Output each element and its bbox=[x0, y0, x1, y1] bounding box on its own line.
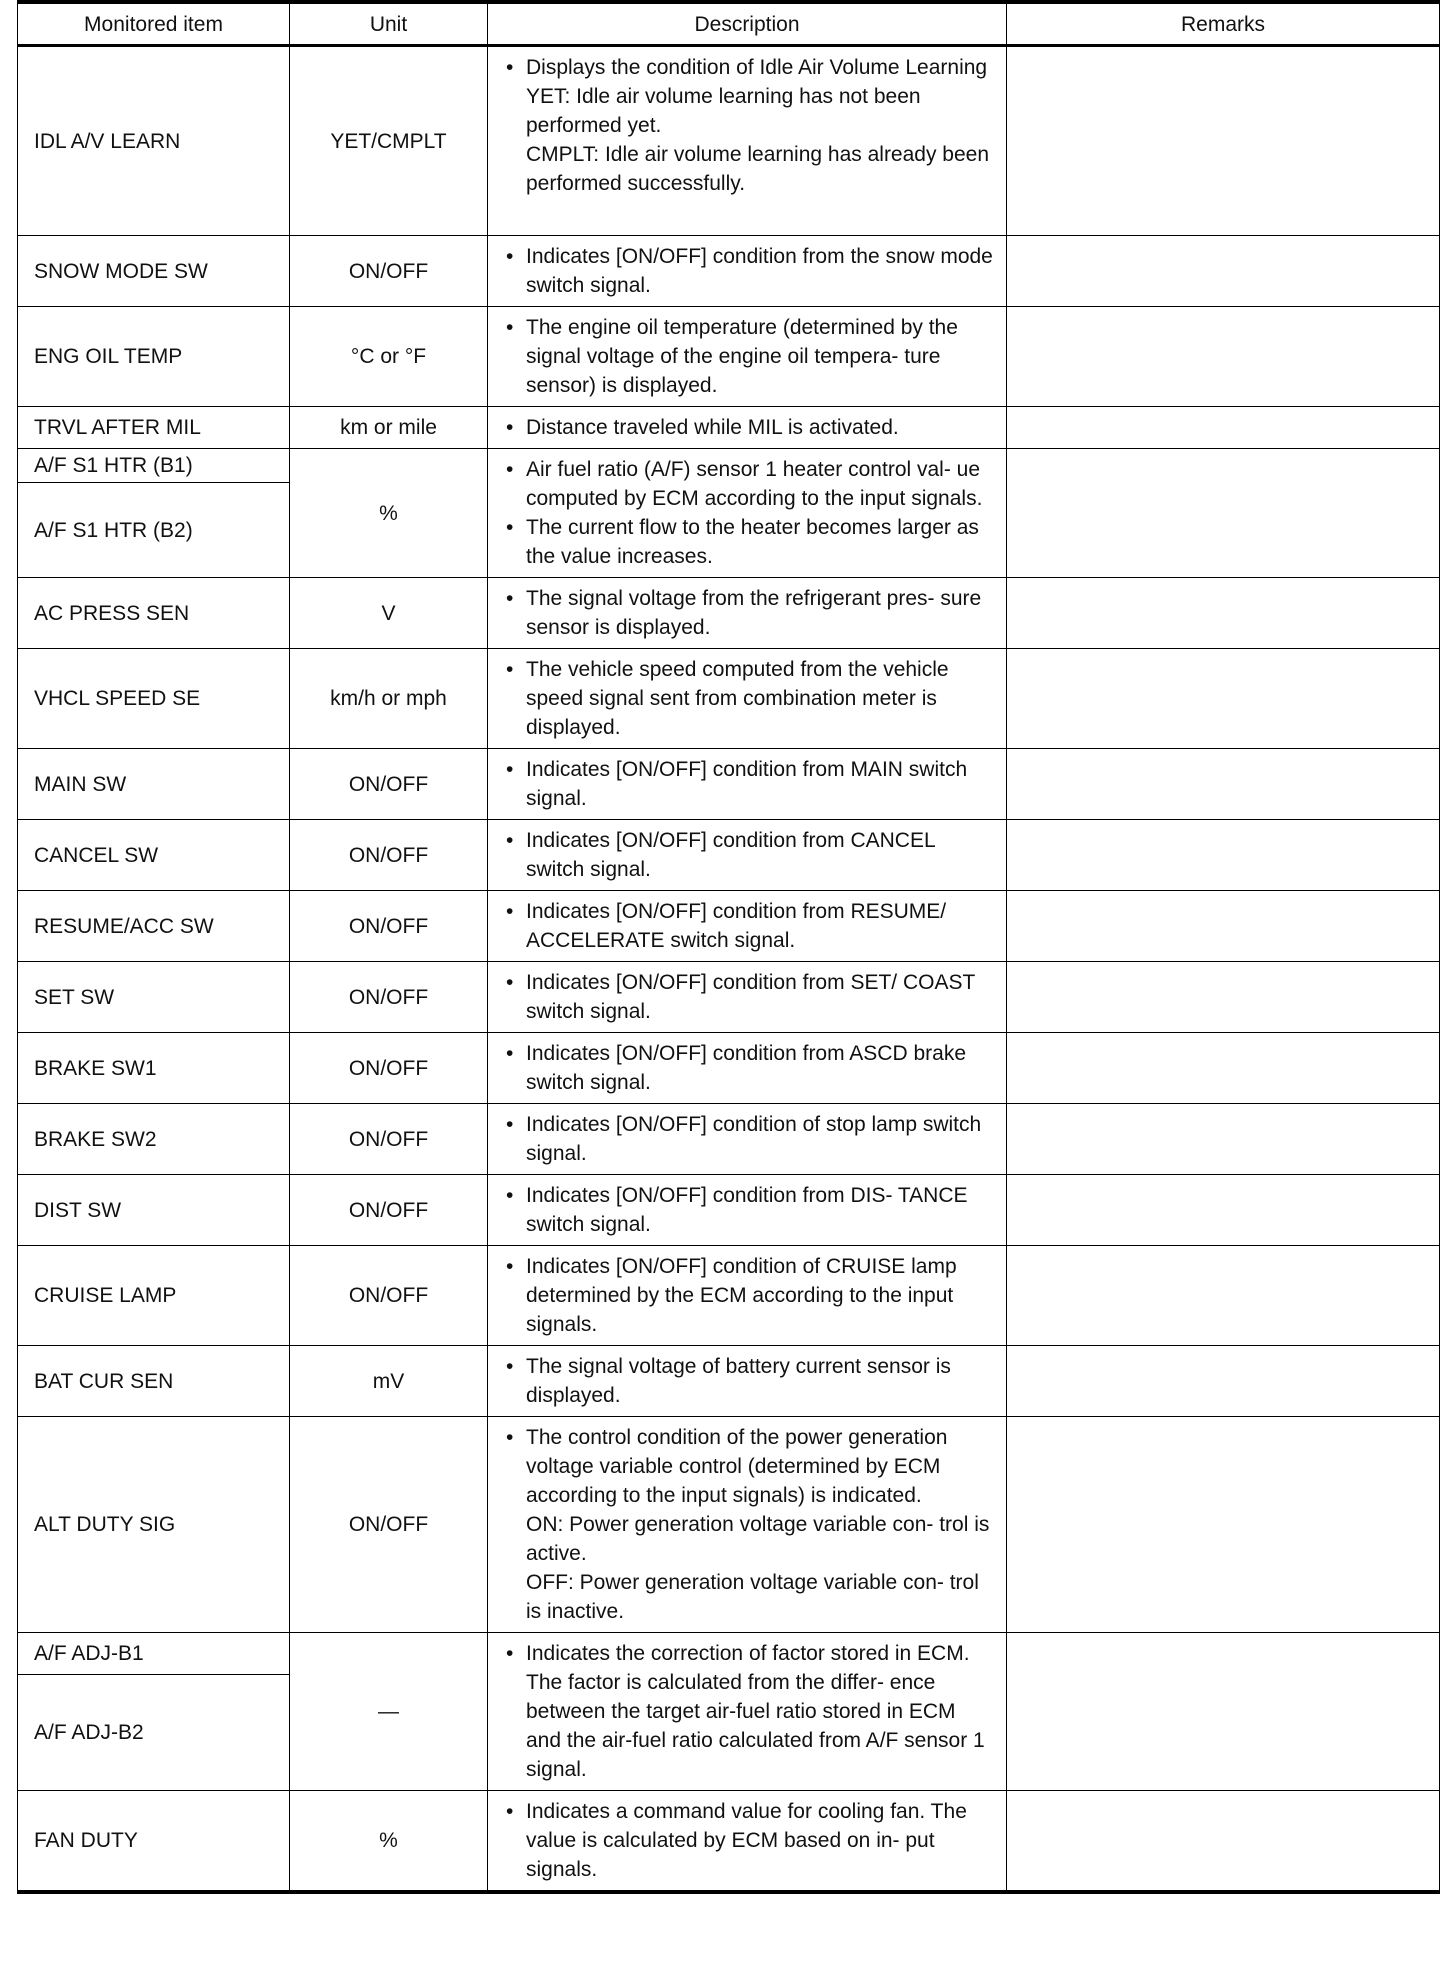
table-row bbox=[18, 449, 1440, 483]
remarks-cell bbox=[1007, 1633, 1440, 1791]
description-cell bbox=[488, 1633, 1007, 1791]
monitored-item-cell: BRAKE SW2 bbox=[18, 1104, 290, 1175]
description-cell bbox=[488, 46, 1007, 236]
unit-cell: ON/OFF bbox=[290, 1033, 488, 1104]
description-bullet: • The control condition of the power generation voltage variable control (determined by ECM according to the input signals) is indicated. bbox=[504, 1423, 996, 1510]
unit-cell: — bbox=[290, 1633, 488, 1791]
unit-cell: ON/OFF bbox=[290, 1246, 488, 1346]
table-row bbox=[18, 1033, 1440, 1104]
table-row bbox=[18, 891, 1440, 962]
description-cell bbox=[488, 1175, 1007, 1246]
remarks-cell bbox=[1007, 1246, 1440, 1346]
monitored-item-cell: CANCEL SW bbox=[18, 820, 290, 891]
description-bullets bbox=[504, 1039, 996, 1097]
monitored-item-cell: AC PRESS SEN bbox=[18, 578, 290, 649]
remarks-cell bbox=[1007, 1791, 1440, 1893]
table-row bbox=[18, 1791, 1440, 1893]
description-cell bbox=[488, 749, 1007, 820]
unit-cell: ON/OFF bbox=[290, 749, 488, 820]
description-bullet: • Air fuel ratio (A/F) sensor 1 heater control val- ue computed by ECM according to the input signals. bbox=[504, 455, 996, 513]
unit-cell: ON/OFF bbox=[290, 820, 488, 891]
unit-cell: °C or °F bbox=[290, 307, 488, 407]
unit-cell: ON/OFF bbox=[290, 1175, 488, 1246]
monitored-item-cell: BAT CUR SEN bbox=[18, 1346, 290, 1417]
description-note: YET: Idle air volume learning has not been performed yet. bbox=[526, 85, 921, 137]
description-cell bbox=[488, 1346, 1007, 1417]
header-unit: Unit bbox=[290, 2, 488, 46]
monitored-item-cell: CRUISE LAMP bbox=[18, 1246, 290, 1346]
description-bullet: • Indicates [ON/OFF] condition from SET/ COAST switch signal. bbox=[504, 968, 996, 1026]
description-bullet: • The signal voltage from the refrigerant pres- sure sensor is displayed. bbox=[504, 584, 996, 642]
header-description: Description bbox=[488, 2, 1007, 46]
description-bullets bbox=[504, 584, 996, 642]
description-bullets bbox=[504, 968, 996, 1026]
description-bullet: • Indicates [ON/OFF] condition from DIS- TANCE switch signal. bbox=[504, 1181, 996, 1239]
description-bullet: • The vehicle speed computed from the vehicle speed signal sent from combination meter is displayed. bbox=[504, 655, 996, 742]
monitored-item-cell: A/F ADJ-B2 bbox=[18, 1674, 290, 1790]
unit-cell: km or mile bbox=[290, 407, 488, 449]
description-bullet: • The signal voltage of battery current sensor is displayed. bbox=[504, 1352, 996, 1410]
description-bullets bbox=[504, 826, 996, 884]
monitored-item-cell: RESUME/ACC SW bbox=[18, 891, 290, 962]
description-bullets bbox=[504, 1252, 996, 1339]
monitored-item-cell: DIST SW bbox=[18, 1175, 290, 1246]
unit-cell: ON/OFF bbox=[290, 1104, 488, 1175]
description-bullet: • Indicates [ON/OFF] condition from the snow mode switch signal. bbox=[504, 242, 996, 300]
description-bullets bbox=[504, 1352, 996, 1410]
monitored-item-cell: MAIN SW bbox=[18, 749, 290, 820]
description-bullets bbox=[504, 755, 996, 813]
remarks-cell bbox=[1007, 962, 1440, 1033]
table-header-row bbox=[18, 2, 1440, 46]
description-bullet: • Indicates a command value for cooling fan. The value is calculated by ECM based on in- put signals. bbox=[504, 1797, 996, 1884]
description-bullets bbox=[504, 1639, 996, 1784]
monitored-item-cell: IDL A/V LEARN bbox=[18, 46, 290, 236]
description-cell bbox=[488, 820, 1007, 891]
monitored-item-cell: ENG OIL TEMP bbox=[18, 307, 290, 407]
unit-cell: km/h or mph bbox=[290, 649, 488, 749]
remarks-cell bbox=[1007, 820, 1440, 891]
description-bullet: • Displays the condition of Idle Air Volume Learning bbox=[504, 53, 996, 82]
description-bullet: • Indicates [ON/OFF] condition from RESUME/ ACCELERATE switch signal. bbox=[504, 897, 996, 955]
header-monitored-item: Monitored item bbox=[18, 2, 290, 46]
monitored-item-cell: A/F S1 HTR (B2) bbox=[18, 483, 290, 578]
description-bullets bbox=[504, 242, 996, 300]
description-bullets bbox=[504, 313, 996, 400]
table-row bbox=[18, 1246, 1440, 1346]
remarks-cell bbox=[1007, 1346, 1440, 1417]
remarks-cell bbox=[1007, 407, 1440, 449]
table-row bbox=[18, 578, 1440, 649]
remarks-cell bbox=[1007, 1175, 1440, 1246]
description-cell bbox=[488, 578, 1007, 649]
monitored-item-cell: FAN DUTY bbox=[18, 1791, 290, 1893]
description-bullets bbox=[504, 655, 996, 742]
monitored-item-cell: A/F S1 HTR (B1) bbox=[18, 449, 290, 483]
description-bullet: • The current flow to the heater becomes larger as the value increases. bbox=[504, 513, 996, 571]
description-cell bbox=[488, 1033, 1007, 1104]
monitored-item-cell: VHCL SPEED SE bbox=[18, 649, 290, 749]
unit-cell: mV bbox=[290, 1346, 488, 1417]
table-row bbox=[18, 1104, 1440, 1175]
remarks-cell bbox=[1007, 749, 1440, 820]
unit-cell: ON/OFF bbox=[290, 962, 488, 1033]
description-note: CMPLT: Idle air volume learning has already been performed successfully. bbox=[526, 143, 990, 195]
description-cell bbox=[488, 236, 1007, 307]
description-bullet: • Indicates the correction of factor stored in ECM. The factor is calculated from the differ- ence between the target air-fuel ratio stored in ECM and the air-fuel ratio calculated from A/F sensor 1 signal. bbox=[504, 1639, 996, 1784]
monitored-item-cell: A/F ADJ-B1 bbox=[18, 1633, 290, 1675]
remarks-cell bbox=[1007, 1417, 1440, 1633]
description-bullets bbox=[504, 1110, 996, 1168]
table-row bbox=[18, 1417, 1440, 1633]
table-row bbox=[18, 649, 1440, 749]
monitored-item-cell: SET SW bbox=[18, 962, 290, 1033]
unit-cell: % bbox=[290, 449, 488, 578]
monitored-item-cell: ALT DUTY SIG bbox=[18, 1417, 290, 1633]
remarks-cell bbox=[1007, 578, 1440, 649]
description-cell bbox=[488, 1104, 1007, 1175]
description-bullets bbox=[504, 897, 996, 955]
description-cell bbox=[488, 649, 1007, 749]
description-bullet: • Distance traveled while MIL is activated. bbox=[504, 413, 996, 442]
description-bullets bbox=[504, 1423, 996, 1510]
remarks-cell bbox=[1007, 307, 1440, 407]
description-bullets bbox=[504, 1797, 996, 1884]
remarks-cell bbox=[1007, 46, 1440, 236]
table-row bbox=[18, 236, 1440, 307]
description-cell bbox=[488, 1417, 1007, 1633]
remarks-cell bbox=[1007, 891, 1440, 962]
unit-cell: ON/OFF bbox=[290, 236, 488, 307]
header-remarks: Remarks bbox=[1007, 2, 1440, 46]
monitored-item-cell: BRAKE SW1 bbox=[18, 1033, 290, 1104]
table-row bbox=[18, 407, 1440, 449]
table-row bbox=[18, 820, 1440, 891]
table-row bbox=[18, 46, 1440, 236]
table-row bbox=[18, 1175, 1440, 1246]
unit-cell: V bbox=[290, 578, 488, 649]
description-bullet: • Indicates [ON/OFF] condition from MAIN switch signal. bbox=[504, 755, 996, 813]
description-note: ON: Power generation voltage variable con- trol is active. bbox=[526, 1513, 990, 1565]
description-bullet: • Indicates [ON/OFF] condition from CANCEL switch signal. bbox=[504, 826, 996, 884]
description-bullets bbox=[504, 1181, 996, 1239]
monitor-item-table-container bbox=[17, 0, 1439, 1894]
table-row bbox=[18, 962, 1440, 1033]
monitored-item-cell: TRVL AFTER MIL bbox=[18, 407, 290, 449]
description-cell bbox=[488, 449, 1007, 578]
unit-cell: YET/CMPLT bbox=[290, 46, 488, 236]
description-bullets bbox=[504, 53, 996, 82]
unit-cell: ON/OFF bbox=[290, 1417, 488, 1633]
remarks-cell bbox=[1007, 649, 1440, 749]
description-bullet: • Indicates [ON/OFF] condition from ASCD brake switch signal. bbox=[504, 1039, 996, 1097]
remarks-cell bbox=[1007, 449, 1440, 578]
table-row bbox=[18, 749, 1440, 820]
description-bullets bbox=[504, 455, 996, 571]
description-bullets bbox=[504, 413, 996, 442]
description-note: OFF: Power generation voltage variable con- trol is inactive. bbox=[526, 1571, 979, 1623]
unit-cell: ON/OFF bbox=[290, 891, 488, 962]
description-cell bbox=[488, 891, 1007, 962]
description-cell bbox=[488, 307, 1007, 407]
description-cell bbox=[488, 1246, 1007, 1346]
monitored-item-cell: SNOW MODE SW bbox=[18, 236, 290, 307]
description-cell bbox=[488, 962, 1007, 1033]
remarks-cell bbox=[1007, 1104, 1440, 1175]
table-row bbox=[18, 307, 1440, 407]
description-bullet: • Indicates [ON/OFF] condition of stop lamp switch signal. bbox=[504, 1110, 996, 1168]
monitor-item-table bbox=[17, 0, 1440, 1894]
table-row bbox=[18, 1633, 1440, 1675]
table-row bbox=[18, 1346, 1440, 1417]
remarks-cell bbox=[1007, 1033, 1440, 1104]
description-cell bbox=[488, 1791, 1007, 1893]
table-body bbox=[18, 46, 1440, 1893]
description-cell bbox=[488, 407, 1007, 449]
description-bullet: • Indicates [ON/OFF] condition of CRUISE lamp determined by the ECM according to the input signals. bbox=[504, 1252, 996, 1339]
remarks-cell bbox=[1007, 236, 1440, 307]
description-bullet: • The engine oil temperature (determined by the signal voltage of the engine oil tempera- ture sensor) is displayed. bbox=[504, 313, 996, 400]
unit-cell: % bbox=[290, 1791, 488, 1893]
